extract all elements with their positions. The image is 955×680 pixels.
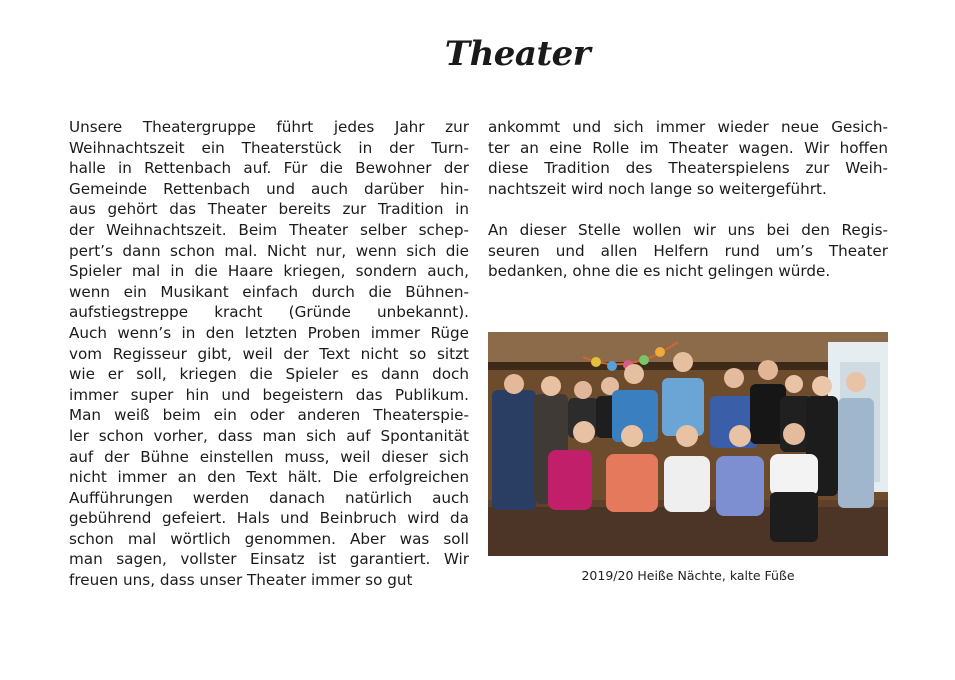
text-line: halle in Rettenbach auf. Für die Bewohner der xyxy=(69,159,469,178)
text-line: auf der Bühne einstellen muss, weil dieser sich xyxy=(69,447,469,466)
photo-caption: 2019/20 Heiße Nächte, kalte Füße xyxy=(581,568,795,583)
text-line: wenn ein Musikant einfach durch die Bühnen- xyxy=(69,282,469,301)
group-photo-illustration xyxy=(488,332,888,556)
text-line: Spieler mal in die Haare kriegen, sondern auch, xyxy=(69,262,469,281)
text-line: vom Regisseur gibt, weil der Text nicht so sitzt xyxy=(69,344,469,363)
text-line: Man weiß beim ein oder anderen Theaterspie- xyxy=(69,406,469,425)
text-line: Auch wenn’s in den letzten Proben immer Rüge xyxy=(69,323,469,342)
text-line: schon mal wörtlich genommen. Aber was soll xyxy=(69,529,469,548)
paragraph-gap xyxy=(488,199,888,220)
text-line: nicht immer an den Text hält. Die erfolgreichen xyxy=(69,468,469,487)
text-line: Unsere Theatergruppe führt jedes Jahr zur xyxy=(69,118,469,136)
text-line: bedanken, ohne die es nicht gelingen würde. xyxy=(488,262,831,281)
text-line: nachtszeit wird noch lange so weitergeführt. xyxy=(488,179,827,198)
text-line: wie er soll, kriegen die Spieler es dann doch xyxy=(69,365,469,384)
text-line: An dieser Stelle wollen wir uns bei den Regis- xyxy=(488,220,888,239)
text-line: aus gehört das Theater bereits zur Tradition in xyxy=(69,200,469,219)
text-line: der Weihnachtszeit. Beim Theater selber schep- xyxy=(69,220,469,239)
text-line: freuen uns, dass unser Theater immer so gut xyxy=(69,571,413,590)
text-line: immer super hin und begeistern das Publikum. xyxy=(69,385,469,404)
text-line: man sagen, vollster Einsatz ist garantiert. Wir xyxy=(69,550,469,569)
text-line: ter an eine Rolle im Theater wagen. Wir hoffen xyxy=(488,138,888,157)
text-line: Aufführungen werden danach natürlich auch xyxy=(69,488,469,507)
text-line: pert’s dann schon mal. Nicht nur, wenn sich die xyxy=(69,241,469,260)
text-line: ankommt und sich immer wieder neue Gesich- xyxy=(488,118,888,136)
text-line: seuren und allen Helfern rund um’s Theater xyxy=(488,241,888,260)
text-line: diese Tradition des Theaterspielens zur Weih- xyxy=(488,159,888,178)
article-paragraph xyxy=(488,220,888,282)
text-line: gebührend gefeiert. Hals und Beinbruch wird da xyxy=(69,509,469,528)
article-column-right xyxy=(488,117,888,282)
page-title: Theater xyxy=(444,34,591,74)
group-photo xyxy=(488,332,888,556)
text-line: ler schon vorher, dass man sich auf Spontanität xyxy=(69,426,469,445)
text-line: Gemeinde Rettenbach und auch darüber hin- xyxy=(69,179,469,198)
article-column-left xyxy=(69,117,469,591)
text-line: Weihnachtszeit ein Theaterstück in der Turn- xyxy=(69,138,469,157)
article-paragraph xyxy=(488,117,888,199)
text-line: aufstiegstreppe kracht (Gründe unbekannt). xyxy=(69,303,469,322)
